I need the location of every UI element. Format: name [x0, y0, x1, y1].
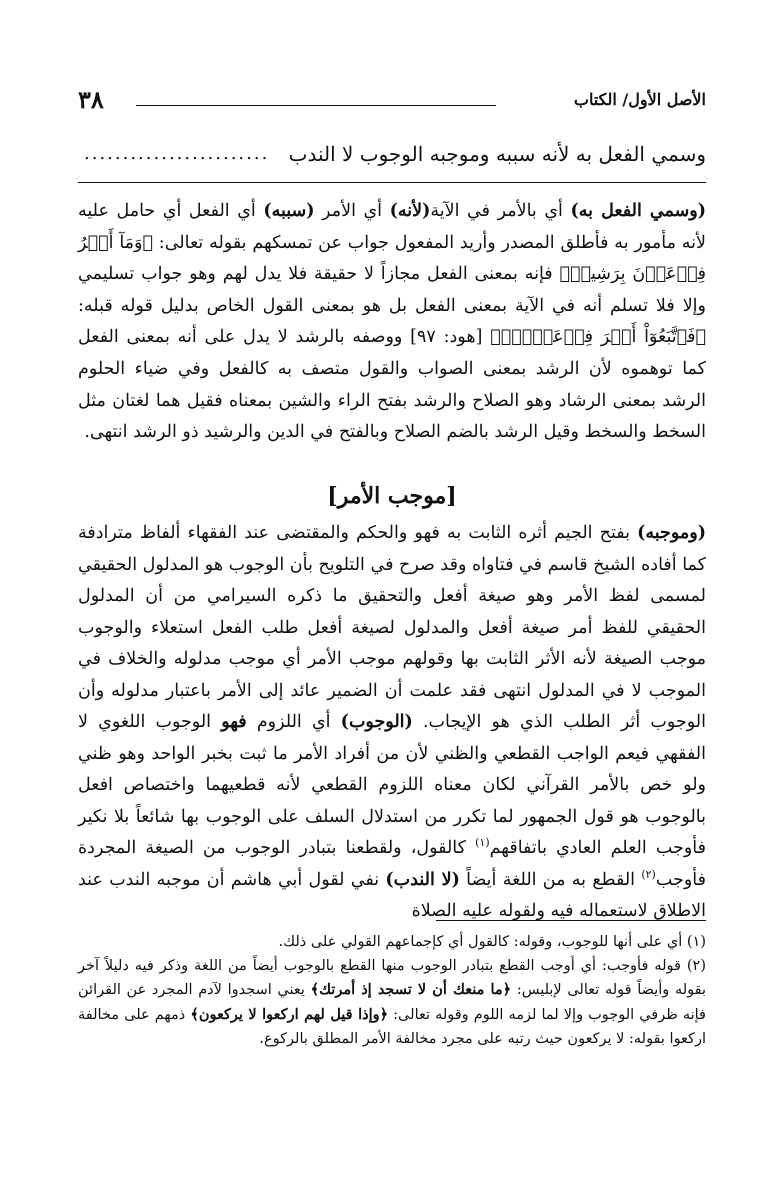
- bold-term: (وموجبه): [637, 523, 706, 543]
- footnote-1: (١) أي على أنها للوجوب، وقوله: كالقول أي كإجماعهم القولي على ذلك.: [278, 934, 706, 950]
- matn-divider: [78, 182, 706, 183]
- text-run: ذمهم على مخالفة اركعوا بقوله: لا يركعون حيث رتبه على مجرد مخالفة الأمر المطلق بالركوع.: [78, 1006, 706, 1047]
- section-heading: [موجب الأمر]: [327, 483, 457, 509]
- footnote-marker: (١): [475, 836, 490, 850]
- text-run: بفتح الجيم أثره الثابت به فهو والحكم والمقتضى عند الفقهاء ألفاظ مترادفة كما أفاده الشيخ قاسم في فتاواه وقد صرح في التلويح بأن الوجوب هو المدلول الحقيقي لمسمى لفظ الأمر وهو صيغة أفعل والتحقيق ما ذكره السيرامي من أن المدلول الحقيقي للفظ أمر صيغة أفعل والمدلول لصيغة أفعل طلب الفعل استعلاء والوجوب موجب الصيغة لأنه الأثر الثابت بها وقولهم موجب الأمر أي موجب مدلوله والخلاف في الموجب لا في المدلول انتهى فقد علمت أن الضمير عائد إلى الأمر باعتبار مدلوله وأن الوجوب أثر الطلب الذي هو الإيجاب.: [78, 523, 706, 732]
- text-run: نفي لقول أبي هاشم أن موجبه الندب عند الاطلاق لاستعماله فيه ولقوله عليه الصلاة: [78, 869, 706, 921]
- text-run: القطع به من اللغة أيضاً: [459, 869, 642, 890]
- paragraph: [78, 518, 706, 928]
- running-title: الأصل الأول/ الكتاب: [573, 90, 706, 109]
- footnote-divider: [436, 920, 706, 921]
- page-number: ٣٨: [78, 85, 104, 114]
- header-rule: [136, 105, 496, 106]
- matn-text: وسمي الفعل به لأنه سببه وموجبه الوجوب لا الندب: [288, 142, 706, 166]
- bold-term: (وسمي الفعل به): [570, 201, 706, 221]
- text-run: يعني اسجدوا لآدم المجرد عن القرائن فإنه ظرفي الوجوب وإلا لما لزمه اللوم وقوله تعالى:: [78, 982, 706, 1023]
- footnote-marker: (٢): [641, 867, 656, 881]
- bold-term: (الوجوب): [340, 712, 413, 732]
- section-heading-wrap: [78, 474, 706, 516]
- footnote-2: [78, 954, 706, 1051]
- commentary-paragraph-2: [78, 518, 706, 928]
- bold-term: (لأنه): [389, 201, 431, 221]
- quran-quote: ﴿ما منعك أن لا تسجد إذ أمرتك﴾: [310, 981, 512, 999]
- text-run: أي اللزوم: [246, 712, 341, 732]
- text-run: أي الأمر: [314, 201, 390, 221]
- text-run: الوجوب اللغوي لا الفقهي فيعم الواجب القطعي والظني لأن من أفراد الأمر ما ثبت بخبر الواحد وهو ظني ولو خص بالأمر القرآني لكان معناه اللزوم القطعي لأنه قطعيهما واختصاص افعل بالوجوب هو قول الجمهور لما تكرر من استدلال السلف على الوجوب بها شائعاً بلا نكير فأوجب العلم العادي باتفاقهم: [78, 712, 706, 858]
- text-run: أي بالأمر في الآية: [430, 201, 571, 221]
- running-header: [78, 86, 706, 116]
- bold-term: فهو: [221, 712, 247, 732]
- matn-line: [78, 138, 706, 174]
- text-run: (٢) قوله فأوجب: أي أوجب القطع بتبادر الوجوب منها القطع بالوجوب أيضاً من اللغة وذكر فيه دليلاً آخر بقوله وأيضاً قوله تعالى لإبليس:: [78, 958, 706, 999]
- text-run: أي الفعل أي حامل عليه لأنه مأمور به فأطلق المصدر وأريد المفعول جواب عن تمسكهم بقوله تعالى: ﴿وَمَآ أَمۡرُ فِرۡعَوۡنَ بِرَشِيدٖ﴾ فإنه بمعنى الفعل مجازاً لا حقيقة فلا يدل لهم وهو جواب تسليمي وإلا فلا تسلم أنه في الآية بمعنى الفعل بل هو بمعنى القول الخاص بدليل قوله قبله: ﴿فَٱتَّبَعُوٓاْ أَمۡرَ فِرۡعَوۡنَۖ﴾ [هود: ٩٧] ووصفه بالرشد لا يدل على أنه بمعنى الفعل كما توهموه لأن الرشد بمعنى الصواب والقول متصف به كالفعل وفي ضياء الحلوم الرشد بمعنى الرشاد وهو الصلاح والرشد بفتح الراء والشين بمعناه فقيل هما لغتان مثل السخط والسخط وقيل الرشد بالضم الصلاح وبالفتح في الدين والرشيد ذو الرشد انتهى.: [78, 201, 707, 443]
- commentary-paragraph-1: [78, 196, 706, 449]
- footnotes: [78, 930, 706, 1051]
- quran-quote: ﴿وإذا قيل لهم اركعوا لا يركعون﴾: [190, 1005, 389, 1023]
- matn-dots: ........................: [84, 143, 270, 164]
- paragraph: [78, 196, 706, 449]
- text-run: كالقول، ولقطعنا بتبادر الوجوب من الصيغة المجردة فأوجب: [78, 838, 706, 890]
- bold-term: (لا الندب): [385, 869, 460, 890]
- bold-term: (سببه): [263, 201, 315, 221]
